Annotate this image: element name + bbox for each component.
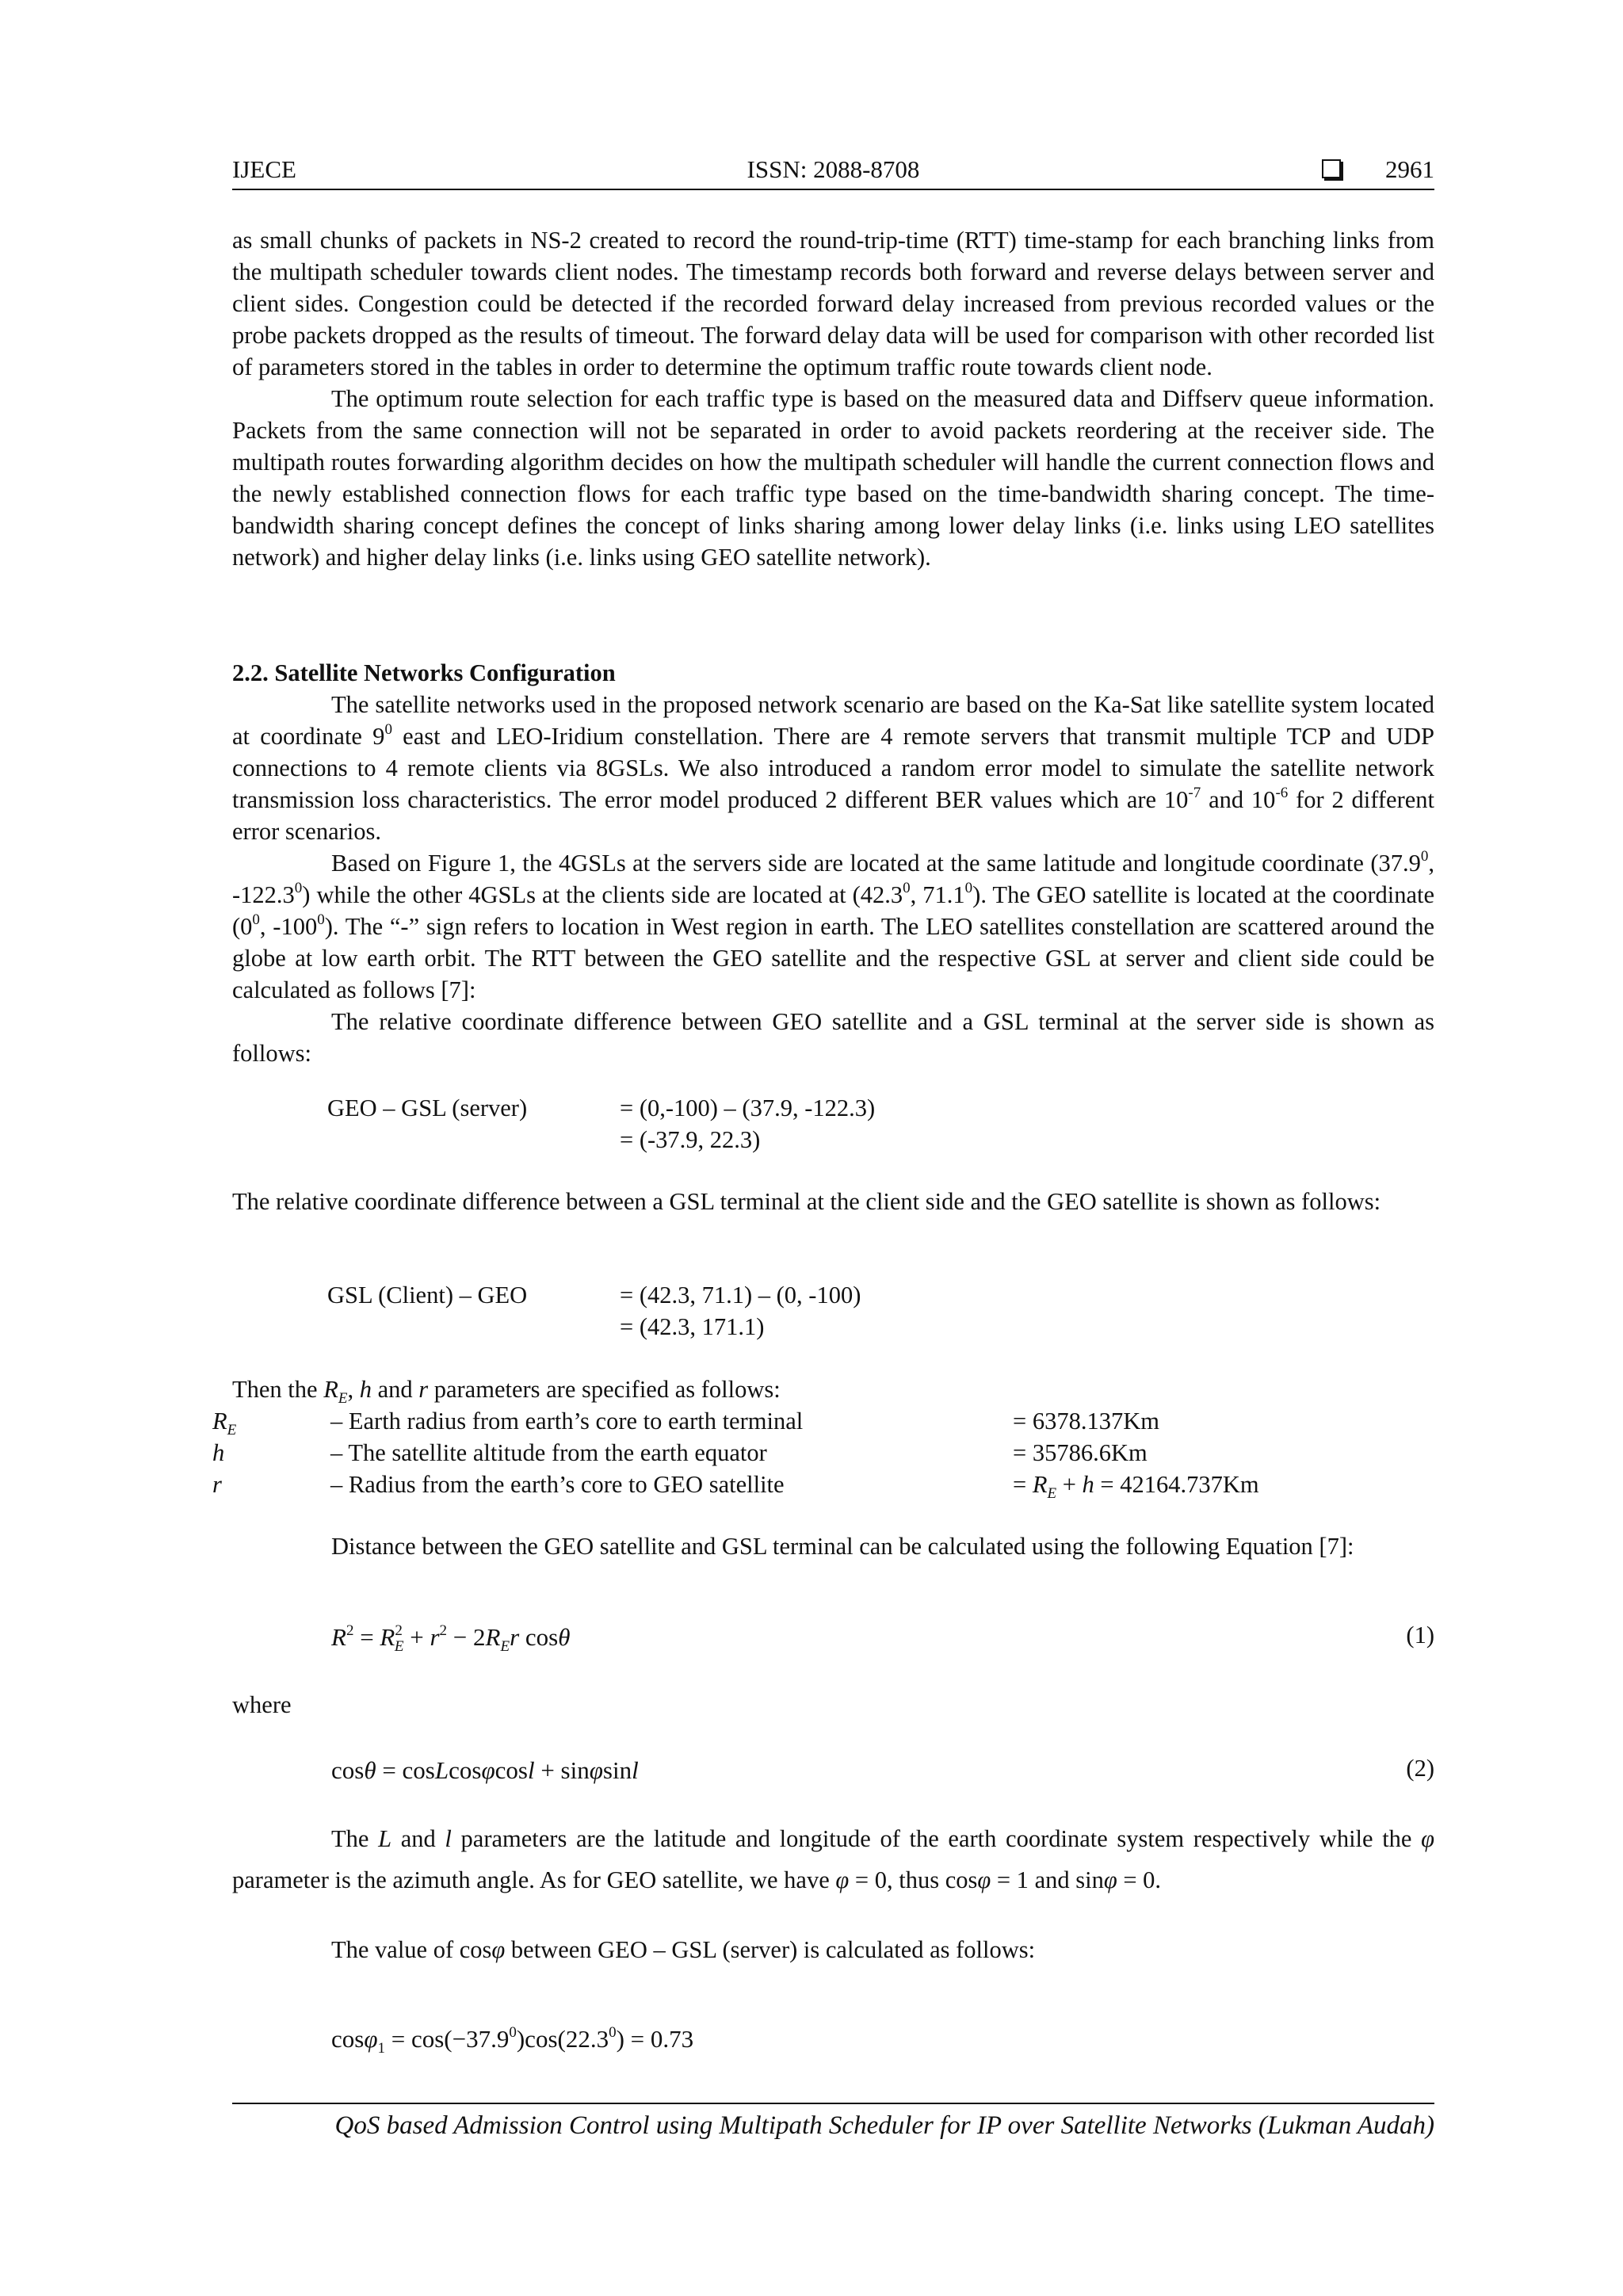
journal-name: IJECE bbox=[232, 155, 296, 183]
header-rule bbox=[232, 189, 1434, 190]
param-row-h bbox=[212, 1437, 1449, 1469]
page-number: 2961 bbox=[1385, 155, 1434, 183]
calc2-line1: = (42.3, 71.1) – (0, -100) bbox=[620, 1282, 861, 1308]
equation-1: $R^2 = R^2_E + r^2 - 2R_Er$ cosθ bbox=[331, 1622, 571, 1656]
calc2-label: GSL (Client) – GEO bbox=[327, 1282, 528, 1308]
paragraph-5: The relative coordinate difference between GEO satellite and a GSL terminal at the server side is shown as follows: bbox=[232, 1008, 1434, 1067]
equation-1-number: (1) bbox=[1406, 1622, 1434, 1648]
where-label: where bbox=[232, 1691, 292, 1718]
paragraph-8: Distance between the GEO satellite and GSL terminal can be calculated using the following Equation [7]: bbox=[331, 1533, 1354, 1560]
section-2-2 bbox=[232, 657, 1434, 1069]
param-symbol: h bbox=[212, 1439, 225, 1466]
running-header bbox=[232, 155, 1434, 192]
calc1-line2: = (-37.9, 22.3) bbox=[620, 1126, 761, 1153]
body-top bbox=[232, 224, 1434, 573]
para9-block bbox=[232, 1818, 1434, 1901]
param-value: = 6378.137Km bbox=[1013, 1408, 1159, 1435]
param-value: = 35786.6Km bbox=[1013, 1439, 1148, 1466]
param-symbol: $R_E$ bbox=[212, 1408, 237, 1439]
param-row-RE bbox=[212, 1405, 1449, 1437]
equation-3: $\cos\varphi_1 = \cos(-37.9^0)\cos(22.3^0) = 0.73$ bbox=[331, 2023, 694, 2057]
calc1-line1: = (0,-100) – (37.9, -122.3) bbox=[620, 1095, 876, 1121]
calc2-line2: = (42.3, 171.1) bbox=[620, 1313, 765, 1340]
para8-block bbox=[232, 1530, 1434, 1562]
para10-block bbox=[232, 1934, 1434, 1966]
param-symbol: r bbox=[212, 1471, 222, 1498]
paragraph-3: The satellite networks used in the proposed network scenario are based on the Ka-Sat like satellite system located at coordinate $9^0$ east and LEO-Iridium constellation. There are 4 remote servers that transmit multiple TCP and UDP connections to 4 remote clients via 8GSLs. We also introduced a random error model to simulate the satellite network transmission loss characteristics. The error model produced 2 different BER values which are $10^{-7}$ and $10^{-6}$ for 2 different error scenarios. bbox=[232, 691, 1434, 845]
section-title: 2.2. Satellite Networks Configuration bbox=[232, 659, 616, 686]
checkbox-square-icon bbox=[1322, 159, 1341, 178]
running-footer: QoS based Admission Control using Multipath Scheduler for IP over Satellite Networks (Lukman Audah) bbox=[334, 2111, 1434, 2140]
param-value: = $R_E + h = 42164.737Km$ bbox=[1013, 1471, 1259, 1503]
paragraph-10: The value of cosφ between GEO – GSL (server) is calculated as follows: bbox=[331, 1936, 1036, 1963]
paragraph-4: Based on Figure 1, the 4GSLs at the servers side are located at the same latitude and longitude coordinate (37.9$^0$, -122.3$^0$) while the other 4GSLs at the clients side are located at (42.3$^0$, 71.1$^0$). The GEO satellite is located at the coordinate ($0^0$, $-100^0$). The “-” sign refers to location in West region in earth. The LEO satellites constellation are scattered around the globe at low earth orbit. The RTT between the GEO satellite and the respective GSL at server and client side could be calculated as follows [7]: bbox=[232, 847, 1435, 1003]
footer-rule bbox=[232, 2103, 1434, 2104]
calc1-label: GEO – GSL (server) bbox=[327, 1095, 528, 1121]
para7-block bbox=[232, 1373, 1434, 1408]
paragraph-7: Then the $R_E$, h and r parameters are specified as follows: bbox=[232, 1376, 781, 1408]
issn: ISSN: 2088-8708 bbox=[747, 155, 920, 183]
paragraph-9: The L and l parameters are the latitude and longitude of the earth coordinate system respectively while the φ parameter is the azimuth angle. As for GEO satellite, we have φ = 0, thus cosφ = 1 and sinφ = 0. bbox=[232, 1825, 1434, 1893]
param-row-r bbox=[212, 1469, 1449, 1503]
paragraph-6: The relative coordinate difference between a GSL terminal at the client side and the GEO satellite is shown as follows: bbox=[232, 1188, 1381, 1215]
param-description: – Earth radius from earth’s core to earth terminal bbox=[330, 1408, 804, 1435]
equation-2: cosθ = cosLcosφcosl + sinφsinl bbox=[331, 1756, 639, 1784]
paragraph-2: The optimum route selection for each traffic type is based on the measured data and Diffserv queue information. Packets from the same connection will not be separated in order to avoid packets reordering at the receiver side. The multipath routes forwarding algorithm decides on how the multipath scheduler will handle the current connection flows and the newly established connection flows for each traffic type based on the time-bandwidth sharing concept. The time-bandwidth sharing concept defines the concept of links sharing among lower delay links (i.e. links using LEO satellites network) and higher delay links (i.e. links using GEO satellite network). bbox=[232, 385, 1434, 571]
paragraph-1: as small chunks of packets in NS-2 created to record the round-trip-time (RTT) time-stamp for each branching links from the multipath scheduler towards client nodes. The timestamp records both forward and reverse delays between server and client sides. Congestion could be detected if the recorded forward delay increased from previous recorded values or the probe packets dropped as the results of timeout. The forward delay data will be used for comparison with other recorded list of parameters stored in the tables in order to determine the optimum traffic route towards client node. bbox=[232, 227, 1434, 380]
para6-block bbox=[232, 1186, 1434, 1217]
param-description: – The satellite altitude from the earth equator bbox=[330, 1439, 767, 1466]
param-description: – Radius from the earth’s core to GEO satellite bbox=[330, 1471, 785, 1498]
equation-2-number: (2) bbox=[1406, 1755, 1434, 1782]
